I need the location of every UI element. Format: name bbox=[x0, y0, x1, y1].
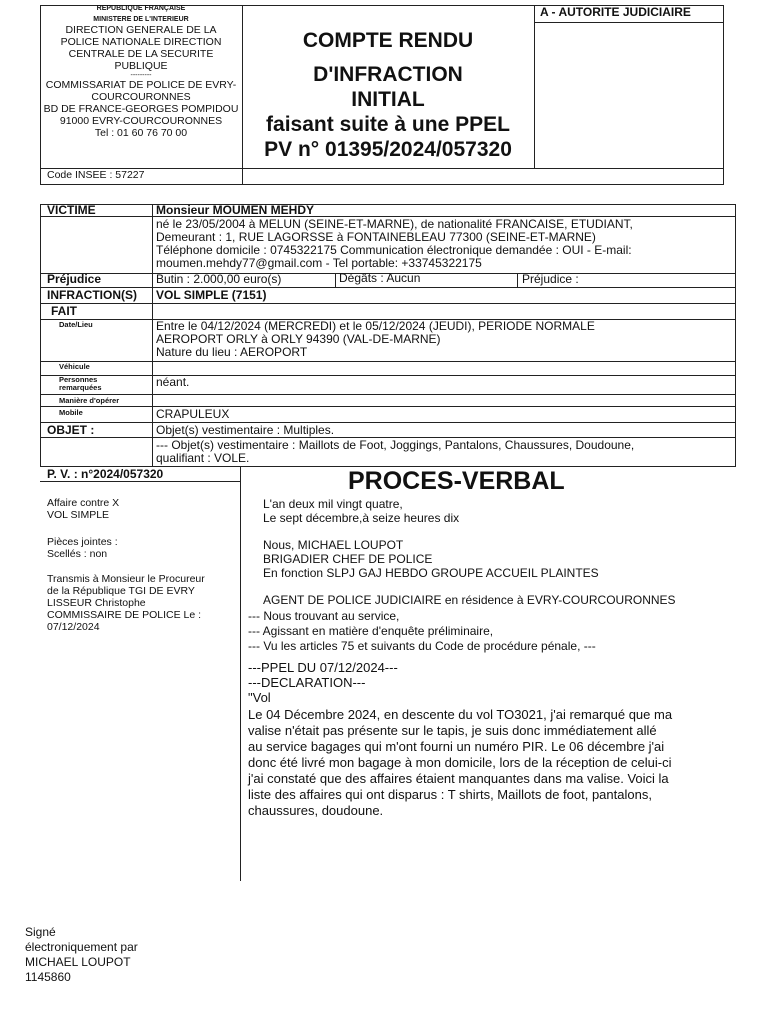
fait-label: FAIT bbox=[51, 304, 77, 318]
objet-detail bbox=[156, 439, 634, 465]
vehicule-label: Véhicule bbox=[59, 362, 90, 371]
infraction-label: INFRACTION(S) bbox=[47, 288, 137, 302]
transmis-line: 07/12/2024 bbox=[47, 621, 100, 633]
office-phone: Tel : 01 60 76 70 00 bbox=[94, 127, 188, 139]
declaration-line: liste des affaires qui ont disparus : T shirts, Maillots de foot, pantalons, bbox=[248, 787, 652, 802]
prejudice-label: Préjudice bbox=[47, 272, 102, 286]
procedure-line: --- Agissant en matière d'enquête préliminaire, bbox=[248, 624, 494, 638]
pv-title: PROCES-VERBAL bbox=[348, 467, 565, 495]
date-lieu-line: Nature du lieu : AEROPORT bbox=[156, 345, 308, 359]
scelles-line: Scellés : non bbox=[47, 548, 108, 560]
electronic-signature bbox=[25, 925, 138, 985]
procedure-line: --- Nous trouvant au service, bbox=[248, 609, 400, 623]
authority-label: A - AUTORITE JUDICIAIRE bbox=[540, 5, 691, 19]
direction-line: CENTRALE DE LA SECURITE bbox=[68, 48, 214, 60]
declaration-line: chaussures, doudoune. bbox=[248, 803, 384, 818]
affaire-line: Affaire contre X bbox=[47, 497, 120, 509]
direction-line: DIRECTION GENERALE DE LA bbox=[65, 24, 217, 36]
butin-value: Butin : 2.000,00 euro(s) bbox=[156, 272, 282, 286]
issuer-block bbox=[40, 4, 242, 139]
victim-name: Monsieur MOUMEN MEHDY bbox=[156, 203, 315, 217]
republique-label: REPUBLIQUE FRANÇAISE bbox=[96, 5, 186, 12]
personnes-label bbox=[59, 376, 102, 392]
signature-name: MICHAEL LOUPOT bbox=[25, 955, 131, 969]
officer-line: En fonction SLPJ GAJ HEBDO GROUPE ACCUEIL PLAINTES bbox=[263, 566, 599, 580]
signature-line: électroniquement par bbox=[25, 940, 138, 954]
declaration-line: Le 04 Décembre 2024, en descente du vol TO3021, j'ai remarqué que ma bbox=[248, 707, 673, 722]
personnes-value: néant. bbox=[156, 375, 190, 389]
ppel-line: ---DECLARATION--- bbox=[248, 675, 366, 690]
office-line: 91000 EVRY-COURCOURONNES bbox=[59, 115, 223, 127]
ppel-line: "Vol bbox=[248, 690, 271, 705]
officer-line: BRIGADIER CHEF DE POLICE bbox=[263, 552, 433, 566]
affaire-block bbox=[47, 497, 119, 521]
objet-detail-line: --- Objet(s) vestimentaire : Maillots de Foot, Joggings, Pantalons, Chaussures, Doudoune, bbox=[156, 438, 635, 452]
office-line: COMMISSARIAT DE POLICE DE EVRY- bbox=[45, 79, 237, 91]
transmis-line: Transmis à Monsieur le Procureur bbox=[47, 573, 205, 585]
victim-detail-line: Téléphone domicile : 0745322175 Communication électronique demandée : OUI - E-mail: bbox=[156, 243, 632, 257]
pv-agent: AGENT DE POLICE JUDICIAIRE en résidence à EVRY-COURCOURONNES bbox=[263, 593, 676, 607]
pieces-block bbox=[47, 536, 118, 560]
insee-code: Code INSEE : 57227 bbox=[47, 169, 145, 181]
mobile-label: Mobile bbox=[59, 408, 83, 417]
office-line: BD DE FRANCE-GEORGES POMPIDOU bbox=[43, 103, 239, 115]
transmis-line: COMMISSAIRE DE POLICE Le : bbox=[47, 609, 202, 621]
personnes-label-line: Personnes bbox=[59, 375, 98, 384]
document-title bbox=[242, 28, 534, 162]
mobile-value: CRAPULEUX bbox=[156, 407, 230, 421]
ministere-label: MINISTERE DE L'INTERIEUR bbox=[93, 16, 189, 23]
date-lieu-line: Entre le 04/12/2024 (MERCREDI) et le 05/12/2024 (JEUDI), PERIODE NORMALE bbox=[156, 319, 595, 333]
pv-procedure bbox=[248, 609, 596, 654]
date-lieu-value bbox=[156, 320, 595, 359]
date-lieu-label: Date/Lieu bbox=[59, 320, 93, 329]
pv-declaration bbox=[248, 707, 672, 819]
victim-details bbox=[156, 218, 633, 270]
prejudice-value: Préjudice : bbox=[522, 272, 579, 286]
office-line: COURCOURONNES bbox=[91, 91, 191, 103]
pv-ppel bbox=[248, 660, 398, 705]
declaration-line: au service bagages qui m'ont fourni un numéro PIR. Le 06 décembre j'ai bbox=[248, 739, 665, 754]
victim-detail-line: Demeurant : 1, RUE LAGORSSE à FONTAINEBLEAU 77300 (SEINE-ET-MARNE) bbox=[156, 230, 596, 244]
pv-number: P. V. : n°2024/057320 bbox=[47, 467, 164, 481]
objet-detail-line: qualifiant : VOLE. bbox=[156, 451, 250, 465]
pv-date-line: Le sept décembre,à seize heures dix bbox=[263, 511, 460, 525]
signature-line: Signé bbox=[25, 925, 56, 939]
ppel-line: ---PPEL DU 07/12/2024--- bbox=[248, 660, 398, 675]
title-line: COMPTE RENDU bbox=[302, 29, 474, 52]
declaration-line: j'ai constaté que des affaires étaient manquantes dans ma valise. Voici la bbox=[248, 771, 669, 786]
date-lieu-line: AEROPORT ORLY à ORLY 94390 (VAL-DE-MARNE) bbox=[156, 332, 441, 346]
pv-officer bbox=[263, 538, 599, 580]
victim-label: VICTIME bbox=[47, 203, 96, 217]
direction-line: PUBLIQUE bbox=[114, 60, 168, 72]
signature-id: 1145860 bbox=[25, 970, 71, 984]
procedure-line: --- Vu les articles 75 et suivants du Code de procédure pénale, --- bbox=[248, 639, 596, 653]
officer-line: Nous, MICHAEL LOUPOT bbox=[263, 538, 404, 552]
title-line: INITIAL bbox=[351, 88, 425, 111]
pieces-line: Pièces jointes : bbox=[47, 536, 118, 548]
title-line: faisant suite à une PPEL bbox=[266, 113, 510, 136]
transmis-line: de la République TGI DE EVRY bbox=[47, 585, 195, 597]
declaration-line: donc été livré mon bagage à mon domicile, lors de la réception de celui-ci bbox=[248, 755, 672, 770]
pv-number-title: PV n° 01395/2024/057320 bbox=[264, 138, 512, 161]
victim-detail-line: né le 23/05/2004 à MELUN (SEINE-ET-MARNE), de nationalité FRANCAISE, ETUDIANT, bbox=[156, 217, 633, 231]
transmis-block bbox=[47, 573, 205, 633]
separator: --------- bbox=[130, 72, 152, 79]
direction-line: POLICE NATIONALE DIRECTION bbox=[60, 36, 222, 48]
transmis-line: LISSEUR Christophe bbox=[47, 597, 146, 609]
affaire-line: VOL SIMPLE bbox=[47, 509, 110, 521]
pv-date-line: L'an deux mil vingt quatre, bbox=[263, 497, 403, 511]
objet-label: OBJET : bbox=[47, 423, 95, 437]
pv-date bbox=[263, 497, 459, 525]
declaration-line: valise n'était pas présente sur le tapis, je suis donc immédiatement allé bbox=[248, 723, 657, 738]
title-line: D'INFRACTION bbox=[313, 63, 463, 86]
victim-detail-line: moumen.mehdy77@gmail.com - Tel portable: +33745322175 bbox=[156, 256, 482, 270]
personnes-label-line: remarquées bbox=[59, 383, 102, 392]
objet-value: Objet(s) vestimentaire : Multiples. bbox=[156, 423, 335, 437]
infraction-value: VOL SIMPLE (7151) bbox=[156, 288, 267, 302]
maniere-label: Manière d'opérer bbox=[59, 396, 120, 405]
degats-value: Dégâts : Aucun bbox=[339, 271, 421, 285]
